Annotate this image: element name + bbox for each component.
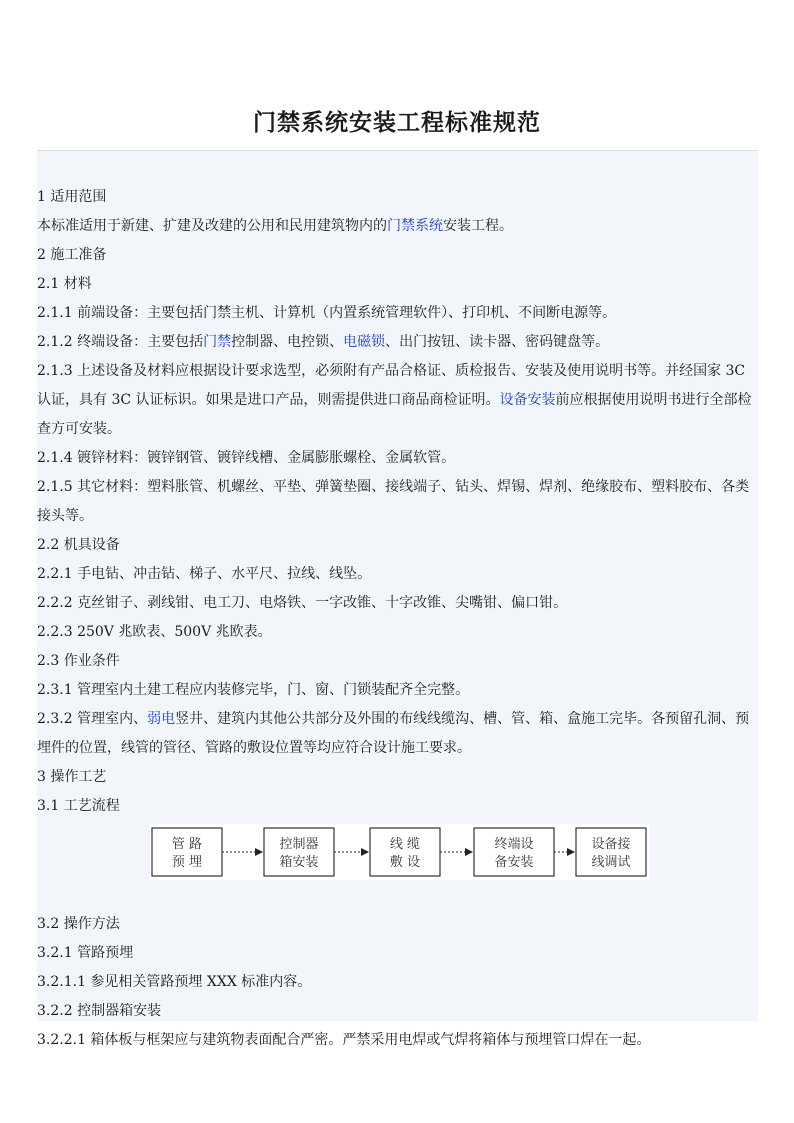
- text: 控制器、电控锁、: [231, 334, 344, 350]
- item-2-3-1: 2.3.1 管理室内土建工程应内装修完毕，门、窗、门锁装配齐全完整。: [37, 682, 470, 698]
- link-access-control[interactable]: 门禁: [203, 334, 232, 350]
- text: 前应根据使用说明书进行全部检查方可安装。: [37, 392, 752, 437]
- item-2-2-2: 2.2.2 克丝钳子、剥线钳、电工刀、电烙铁、一字改锥、十字改锥、尖嘴钳、偏口钳。: [37, 595, 568, 611]
- flow-step-4: [474, 828, 554, 876]
- item-2-2-3: 2.2.3 250V 兆欧表、500V 兆欧表。: [37, 624, 272, 640]
- text: 安装工程。: [443, 218, 513, 234]
- text: 、出门按钮、读卡器、密码键盘等。: [385, 334, 610, 350]
- item-2-2-1: 2.2.1 手电钻、冲击钻、梯子、水平尺、拉线、线坠。: [37, 566, 372, 582]
- heading-2: 2 施工准备: [37, 247, 107, 263]
- flow-step-4-line-2: 备安装: [494, 855, 534, 870]
- flow-step-4-line-1: 终端设: [494, 837, 534, 852]
- process-flow-diagram: [37, 822, 758, 880]
- link-equipment-installation[interactable]: 设备安装: [499, 392, 556, 408]
- flow-step-2: [264, 828, 334, 876]
- item-3-2-2-1: 3.2.2.1 箱体板与框架应与建筑物表面配合严密。严禁采用电焊或气焊将箱体与预埋管口焊在一起。: [37, 1032, 651, 1048]
- flow-step-3-line-2: 敷 设: [389, 855, 421, 870]
- item-2-3-2: [37, 705, 758, 763]
- text: 2.1.2 终端设备：主要包括: [37, 334, 204, 350]
- text: 2.3.2 管理室内、: [37, 711, 148, 727]
- heading-2-2: 2.2 机具设备: [37, 537, 120, 553]
- item-3-2-1-1: 3.2.1.1 参见相关管路预埋 XXX 标准内容。: [37, 974, 312, 990]
- heading-2-3: 2.3 作业条件: [37, 653, 120, 669]
- heading-3-2-2: 3.2.2 控制器箱安装: [37, 1003, 162, 1019]
- process-flow-svg: [150, 824, 650, 880]
- flow-step-1-line-1: 管 路: [171, 837, 203, 852]
- text: 竖井、建筑内其他公共部分及外围的布线线缆沟、槽、管、箱、盒施工完毕。各预留孔洞、预埋件的位置，线管的管径、管路的敷设位置等均应符合设计施工要求。: [37, 711, 750, 756]
- flow-step-2-line-1: 控制器: [279, 837, 319, 852]
- flow-step-3: [370, 828, 440, 876]
- item-2-1-5: 2.1.5 其它材料：塑料胀管、机螺丝、平垫、弹簧垫圈、接线端子、钻头、焊锡、焊剂、绝缘胶布、塑料胶布、各类接头等。: [37, 479, 750, 524]
- flow-step-1-line-2: 预 埋: [171, 855, 203, 870]
- link-magnetic-lock[interactable]: 电磁锁: [343, 334, 386, 350]
- flow-step-3-line-1: 线 缆: [389, 837, 421, 852]
- link-access-control-system[interactable]: 门禁系统: [387, 218, 443, 234]
- text: 2.1.3 上述设备及材料应根据设计要求选型，必须附有产品合格证、质检报告、安装及使用说明书等。并经国家 3C 认证，具有 3C 认证标识。如果是进口产品，则需提供进口商品商检证明。: [37, 363, 746, 408]
- text: 本标准适用于新建、扩建及改建的公用和民用建筑物内的: [37, 218, 387, 234]
- heading-2-1: 2.1 材料: [37, 276, 92, 292]
- heading-3: 3 操作工艺: [37, 769, 107, 785]
- heading-3-1: 3.1 工艺流程: [37, 798, 120, 814]
- document-body: [37, 183, 758, 1055]
- item-2-1-3: [37, 357, 758, 444]
- flow-step-2-line-2: 箱安装: [279, 855, 319, 870]
- flow-step-5: [576, 828, 646, 876]
- flow-step-1: [152, 828, 222, 876]
- flow-step-5-line-2: 线调试: [591, 855, 631, 870]
- link-weak-current[interactable]: 弱电: [147, 711, 176, 727]
- item-2-1-1: 2.1.1 前端设备：主要包括门禁主机、计算机（内置系统管理软件）、打印机、不间断电源等。: [37, 305, 617, 321]
- flow-step-5-line-1: 设备接: [591, 837, 631, 852]
- paragraph-1: [37, 212, 758, 241]
- page-title: 门禁系统安装工程标准规范: [253, 109, 541, 136]
- item-2-1-4: 2.1.4 镀锌材料：镀锌钢管、镀锌线槽、金属膨胀螺栓、金属软管。: [37, 450, 456, 466]
- heading-3-2-1: 3.2.1 管路预埋: [37, 945, 134, 961]
- item-2-1-2: [37, 328, 758, 357]
- heading-3-2: 3.2 操作方法: [37, 916, 120, 932]
- heading-1: 1 适用范围: [37, 189, 107, 205]
